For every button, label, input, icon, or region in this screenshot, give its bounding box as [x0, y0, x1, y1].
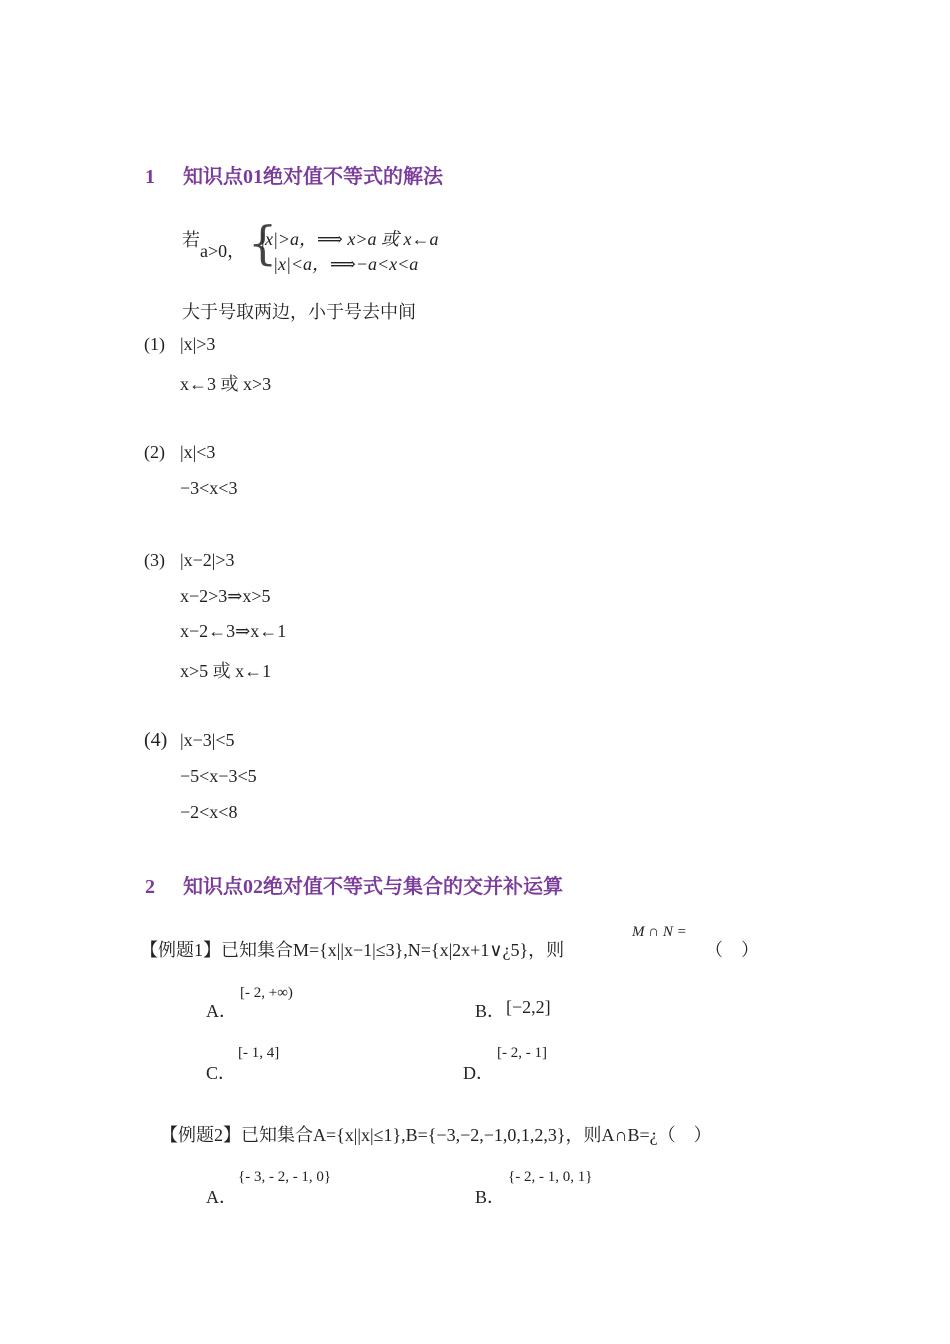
- problem-1-statement: |x|>3: [180, 334, 216, 354]
- problem-4-label: (4): [144, 729, 168, 751]
- section-2-title: 知识点02绝对值不等式与集合的交并补运算: [183, 876, 563, 898]
- example-2-option-a-value: {- 3, - 2, - 1, 0}: [238, 1169, 332, 1185]
- example-2-option-a-letter: A．: [206, 1187, 237, 1207]
- problem-4-statement: |x−3|<5: [180, 730, 235, 750]
- problem-4-solution: −2<x<8: [180, 802, 238, 822]
- case-1: |x|>a，⟹ x>a 或 x←a: [260, 229, 439, 249]
- example-1-text: 已知集合M={x||x−1|≤3},N={x|2x+1∨¿5}，则: [221, 940, 565, 960]
- example-1-option-b-letter: B．: [475, 1001, 506, 1021]
- case-2: |x|<a，⟹−a<x<a: [273, 254, 419, 274]
- problem-3-step-2: x−2←3⇒x←1: [180, 621, 287, 641]
- problem-3-label: (3): [144, 550, 165, 570]
- section-1-heading: [145, 160, 443, 189]
- problem-3-step-1: x−2>3⇒x>5: [180, 586, 271, 606]
- problem-1-label: (1): [144, 334, 165, 354]
- problem-4-step-1: −5<x−3<5: [180, 766, 257, 786]
- section-1-number: 1: [145, 166, 155, 188]
- example-1-superscript: M ∩ N =: [632, 924, 687, 940]
- mnemonic: 大于号取两边，小于号去中间: [182, 302, 416, 322]
- example-2-option-b-letter: B．: [475, 1187, 506, 1207]
- problem-1-solution: x←3 或 x>3: [180, 374, 272, 394]
- left-brace: {: [248, 216, 278, 270]
- example-1-option-b-value: [−2,2]: [506, 997, 551, 1017]
- problem-3-solution: x>5 或 x←1: [180, 661, 272, 681]
- example-1-option-d-value: [- 2, - 1]: [497, 1045, 547, 1061]
- section-2-heading: [145, 870, 563, 899]
- example-2-text: 已知集合A={x||x|≤1},B={−3,−2,−1,0,1,2,3}，则A∩B=¿（ ）: [241, 1125, 712, 1145]
- example-2-option-b-value: {- 2, - 1, 0, 1}: [508, 1169, 593, 1185]
- problem-3-statement: |x−2|>3: [180, 550, 235, 570]
- example-1-option-c-value: [- 1, 4]: [238, 1045, 280, 1061]
- problem-2-label: (2): [144, 442, 165, 462]
- problem-2-solution: −3<x<3: [180, 478, 238, 498]
- example-1-option-a-value: [- 2, +∞): [240, 985, 293, 1001]
- example-1-option-d-letter: D．: [463, 1063, 494, 1083]
- example-1-option-a-letter: A．: [206, 1001, 237, 1021]
- example-1-answer-paren: （ ）: [705, 940, 759, 960]
- example-1-label: 【例题1】: [140, 940, 221, 960]
- example-1: [140, 936, 564, 962]
- example-2-label: 【例题2】: [160, 1125, 241, 1145]
- intro-condition: a>0，: [200, 241, 246, 261]
- section-1-title: 知识点01绝对值不等式的解法: [183, 166, 443, 188]
- example-2: [160, 1121, 712, 1147]
- intro-if: 若: [182, 230, 200, 250]
- section-2-number: 2: [145, 876, 155, 898]
- example-1-option-c-letter: C．: [206, 1063, 237, 1083]
- problem-2-statement: |x|<3: [180, 442, 216, 462]
